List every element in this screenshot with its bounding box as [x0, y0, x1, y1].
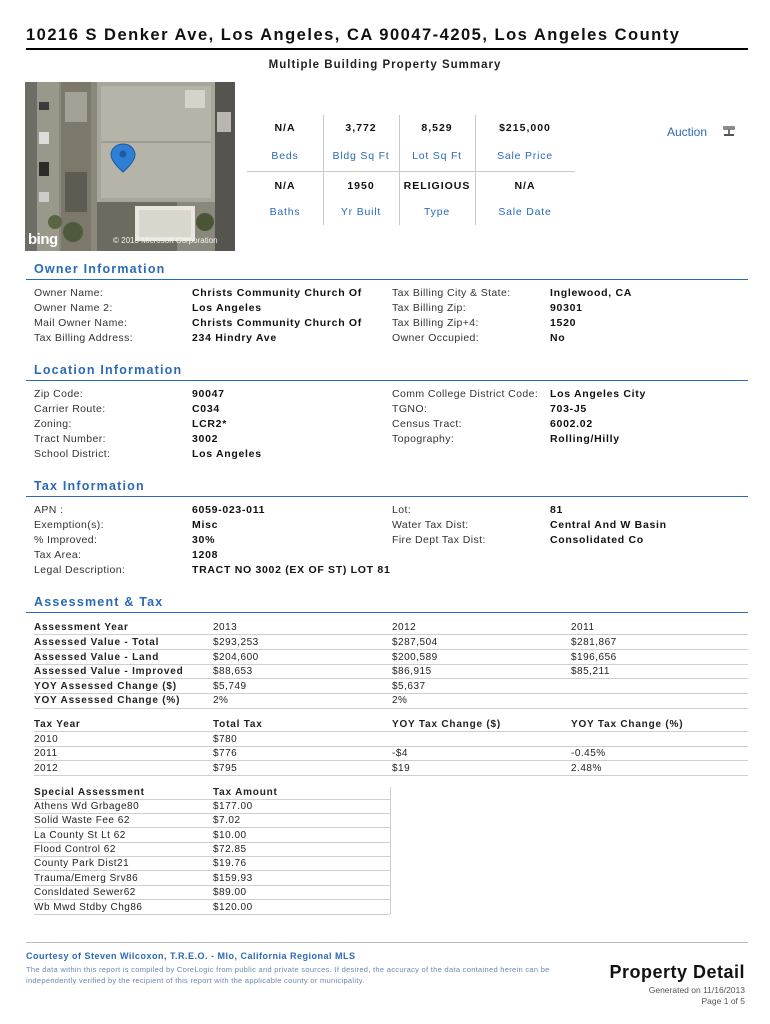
field-label: Owner Name 2: [34, 302, 113, 314]
table-cell: 2011 [34, 748, 58, 759]
table-cell: YOY Assessed Change (%) [34, 695, 181, 706]
table-header: YOY Tax Change (%) [571, 719, 684, 730]
field-label: Tax Billing Zip+4: [392, 317, 479, 329]
field-value: Los Angeles [192, 302, 262, 314]
table-cell: Consldated Sewer62 [34, 887, 136, 898]
row-divider [34, 693, 748, 694]
field-value: Misc [192, 519, 219, 531]
row-divider [34, 827, 390, 828]
field-value: 703-J5 [550, 403, 587, 415]
row-divider [34, 775, 748, 776]
table-cell: $5,749 [213, 681, 247, 692]
table-cell: $89.00 [213, 887, 247, 898]
field-value: Christs Community Church Of [192, 317, 362, 329]
row-divider [34, 885, 390, 886]
field-label: Exemption(s): [34, 519, 104, 531]
field-value: Rolling/Hilly [550, 433, 620, 445]
field-value: Consolidated Co [550, 534, 644, 546]
table-cell: Assessed Value - Improved [34, 666, 184, 677]
table-cell: $7.02 [213, 815, 241, 826]
table-cell: $287,504 [392, 637, 438, 648]
field-label: Carrier Route: [34, 403, 106, 415]
bing-logo: bing [28, 231, 58, 248]
field-value: C034 [192, 403, 220, 415]
field-label: Legal Description: [34, 564, 126, 576]
field-value: Central And W Basin [550, 519, 667, 531]
row-divider [34, 914, 390, 915]
page-number: Page 1 of 5 [701, 996, 745, 1006]
auction-link[interactable]: Auction [667, 125, 708, 139]
field-label: % Improved: [34, 534, 98, 546]
table-cell: $204,600 [213, 652, 259, 663]
summary-value: 3,772 [345, 122, 377, 134]
courtesy-line: Courtesy of Steven Wilcoxon, T.R.E.O. - Mlo, California Regional MLS [26, 951, 356, 961]
row-divider [34, 899, 390, 900]
table-header: YOY Tax Change ($) [392, 719, 502, 730]
table-cell: Athens Wd Grbage80 [34, 801, 140, 812]
table-cell: $177.00 [213, 801, 253, 812]
row-divider [34, 870, 390, 871]
field-label: School District: [34, 448, 111, 460]
table-header: Tax Amount [213, 787, 278, 798]
table-cell: 2010 [34, 734, 59, 745]
field-label: APN : [34, 504, 64, 516]
table-cell: $120.00 [213, 902, 253, 913]
table-header: Tax Year [34, 719, 81, 730]
table-header: Total Tax [213, 719, 263, 730]
summary-label: Baths [269, 206, 301, 218]
field-label: Tax Billing Address: [34, 332, 134, 344]
summary-label: Type [424, 206, 450, 218]
field-value: 1520 [550, 317, 577, 329]
table-cell: $85,211 [571, 666, 610, 677]
field-value: No [550, 332, 566, 344]
grid-divider [475, 115, 476, 225]
table-cell: $780 [213, 734, 238, 745]
field-label: Water Tax Dist: [392, 519, 469, 531]
report-subtitle: Multiple Building Property Summary [268, 59, 502, 71]
table-cell: La County St Lt 62 [34, 830, 126, 841]
table-cell: $19.76 [213, 858, 247, 869]
column-divider [390, 787, 391, 914]
tax-section-title: Tax Information [34, 479, 145, 493]
table-cell: Wb Mwd Stdby Chg86 [34, 902, 143, 913]
row-divider [34, 813, 390, 814]
grid-divider [323, 115, 324, 225]
table-header: Special Assessment [34, 787, 145, 798]
row-divider [34, 731, 748, 732]
field-value: 6059-023-011 [192, 504, 266, 516]
field-label: Owner Name: [34, 287, 104, 299]
field-value: LCR2* [192, 418, 228, 430]
section-rule [26, 380, 748, 381]
summary-label: Bldg Sq Ft [332, 150, 390, 162]
field-label: Owner Occupied: [392, 332, 480, 344]
table-cell: 2012 [392, 622, 417, 633]
table-cell: 2.48% [571, 763, 602, 774]
summary-label: Lot Sq Ft [412, 150, 462, 162]
field-value: Los Angeles [192, 448, 262, 460]
summary-label: Sale Date [498, 206, 552, 218]
field-label: Zip Code: [34, 388, 84, 400]
aerial-photo[interactable] [25, 82, 235, 251]
field-value: Inglewood, CA [550, 287, 633, 299]
summary-value: N/A [274, 122, 296, 134]
aerial-image [25, 82, 235, 251]
field-label: Fire Dept Tax Dist: [392, 534, 486, 546]
summary-label: Beds [271, 150, 299, 162]
field-label: Zoning: [34, 418, 72, 430]
row-divider [34, 842, 390, 843]
assessment-section-title: Assessment & Tax [34, 595, 164, 609]
summary-label: Yr Built [340, 206, 382, 218]
field-value: 1208 [192, 549, 219, 561]
row-divider [34, 708, 748, 709]
field-value: 90047 [192, 388, 225, 400]
table-cell: $72.85 [213, 844, 247, 855]
table-cell: Assessment Year [34, 622, 129, 633]
field-label: TGNO: [392, 403, 428, 415]
field-label: Tax Billing Zip: [392, 302, 467, 314]
title-rule [26, 48, 748, 50]
table-cell: -0.45% [571, 748, 606, 759]
table-cell: $10.00 [213, 830, 247, 841]
row-divider [34, 649, 748, 650]
location-section-title: Location Information [34, 363, 183, 377]
table-cell: $19 [392, 763, 411, 774]
section-rule [26, 279, 748, 280]
field-value: 30% [192, 534, 216, 546]
table-cell: $293,253 [213, 637, 259, 648]
grid-divider [247, 171, 575, 172]
summary-label: Sale Price [497, 150, 553, 162]
footer-rule [26, 942, 748, 943]
field-value: Los Angeles City [550, 388, 646, 400]
summary-value: N/A [274, 180, 296, 192]
table-cell: Solid Waste Fee 62 [34, 815, 130, 826]
table-cell: 2011 [571, 622, 595, 633]
section-rule [26, 612, 748, 613]
photo-copyright: © 2013 Microsoft Corporation [113, 236, 218, 245]
field-value: TRACT NO 3002 (EX OF ST) LOT 81 [192, 564, 391, 576]
table-cell: $86,915 [392, 666, 432, 677]
summary-value: $215,000 [499, 122, 551, 134]
table-cell: Assessed Value - Land [34, 652, 160, 663]
field-value: 90301 [550, 302, 583, 314]
field-value: 3002 [192, 433, 219, 445]
row-divider [34, 760, 748, 761]
generated-date: Generated on 11/16/2013 [648, 985, 745, 995]
table-cell: $776 [213, 748, 238, 759]
table-cell: Flood Control 62 [34, 844, 116, 855]
table-cell: Trauma/Emerg Srv86 [34, 873, 139, 884]
summary-value: RELIGIOUS [403, 180, 471, 192]
field-label: Tax Area: [34, 549, 82, 561]
owner-section-title: Owner Information [34, 262, 166, 276]
field-label: Topography: [392, 433, 455, 445]
table-cell: 2013 [213, 622, 238, 633]
field-value: 234 Hindry Ave [192, 332, 277, 344]
table-cell: $795 [213, 763, 238, 774]
gavel-icon[interactable] [722, 124, 736, 137]
table-cell: YOY Assessed Change ($) [34, 681, 177, 692]
table-cell: 2% [213, 695, 229, 706]
row-divider [34, 746, 748, 747]
summary-value: 8,529 [421, 122, 453, 134]
property-address-title: 10216 S Denker Ave, Los Angeles, CA 90047-4205, Los Angeles County [26, 26, 681, 44]
grid-divider [399, 115, 400, 225]
field-label: Tract Number: [34, 433, 106, 445]
field-label: Lot: [392, 504, 412, 516]
table-cell: 2012 [34, 763, 59, 774]
table-cell: 2% [392, 695, 408, 706]
table-cell: County Park Dist21 [34, 858, 130, 869]
row-divider [34, 634, 748, 635]
table-cell: Assessed Value - Total [34, 637, 160, 648]
row-divider [34, 799, 390, 800]
table-cell: $196,656 [571, 652, 617, 663]
row-divider [34, 678, 748, 679]
summary-value: N/A [514, 180, 536, 192]
field-label: Comm College District Code: [392, 388, 539, 400]
field-value: Christs Community Church Of [192, 287, 362, 299]
field-value: 6002.02 [550, 418, 593, 430]
row-divider [34, 856, 390, 857]
table-cell: $200,589 [392, 652, 438, 663]
table-cell: $5,637 [392, 681, 426, 692]
row-divider [34, 664, 748, 665]
section-rule [26, 496, 748, 497]
table-cell: -$4 [392, 748, 408, 759]
field-label: Tax Billing City & State: [392, 287, 511, 299]
field-label: Mail Owner Name: [34, 317, 128, 329]
disclaimer-text: The data within this report is compiled by CoreLogic from public and private sources. If desired, the accuracy of the data contained herein can be independently verified by the recipient of this report with the applicable county or municipality. [26, 965, 550, 985]
table-cell: $159.93 [213, 873, 253, 884]
table-cell: $88,653 [213, 666, 253, 677]
report-name: Property Detail [609, 962, 745, 982]
summary-value: 1950 [347, 180, 375, 192]
field-value: 81 [550, 504, 564, 516]
table-cell: $281,867 [571, 637, 617, 648]
field-label: Census Tract: [392, 418, 462, 430]
